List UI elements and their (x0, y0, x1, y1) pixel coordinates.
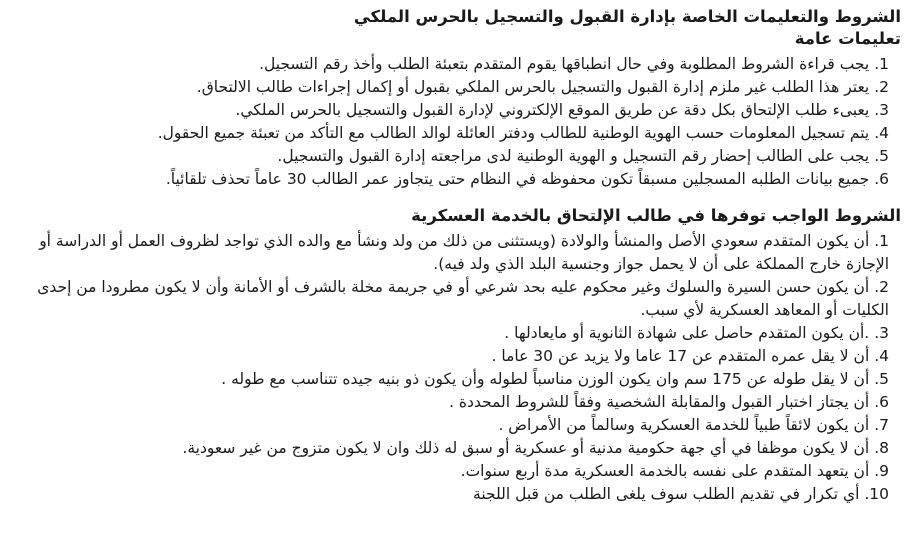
list-item: 1. أن يكون المتقدم سعودي الأصل والمنشأ والولادة (ويستثنى من ذلك من ولد ونشأ مع والده الذي تواجد لظروف العمل أو الدراسة أو الإجازة خارج المملكة على أن لا يحمل جواز وجنسية البلد الذي ولد فيه). (39, 232, 889, 273)
list-item: 7. أن يكون لائقاً طبياً للخدمة العسكرية وسالماً من الأمراض . (498, 416, 889, 434)
list-item: 10. أي تكرار في تقديم الطلب سوف يلغى الطلب من قبل اللجنة (473, 485, 889, 503)
general-instructions-list (8, 53, 901, 191)
conditions-heading: الشروط الواجب توفرها في طالب الإلتحاق بالخدمة العسكرية (411, 206, 901, 225)
section-spacer (8, 191, 901, 205)
document-title: الشروط والتعليمات الخاصة بإدارة القبول والتسجيل بالحرس الملكي (353, 7, 901, 26)
list-item: 4. يتم تسجيل المعلومات حسب الهوية الوطنية للطالب ودفتر العائلة لوالد الطالب مع التأكد من تعبئة جميع الحقول. (157, 124, 889, 142)
list-item: 2. يعتر هذا الطلب غير ملزم إدارة القبول والتسجيل بالحرس الملكي بقبول أو إكمال إجراءات طالب الالتحاق. (196, 78, 889, 96)
list-item: 4. أن لا يقل عمره المتقدم عن 17 عاما ولا يزيد عن 30 عاما . (491, 347, 889, 365)
general-instructions-heading: تعليمات عامة (794, 29, 901, 48)
list-item: 2. أن يكون حسن السيرة والسلوك وغير محكوم عليه بحد شرعي أو في جريمة مخلة بالشرف أو الأمانة وأن لا يكون مطرودا من إحدى الكليات أو المعاهد العسكرية لأي سبب. (37, 278, 889, 319)
list-item: 5. أن لا يقل طوله عن 175 سم وان يكون الوزن مناسباً لطوله وأن يكون ذو بنيه جيده تتناسب مع طوله . (221, 370, 889, 388)
list-item: 6. أن يجتاز اختبار القبول والمقابلة الشخصية وفقاً للشروط المحددة . (449, 393, 889, 411)
conditions-list (8, 230, 901, 506)
list-item: 9. أن يتعهد المتقدم على نفسه بالخدمة العسكرية مدة أربع سنوات. (460, 462, 889, 480)
list-item: 3. يعبىء طلب الإلتحاق بكل دقة عن طريق الموقع الإلكتروني لإدارة القبول والتسجيل بالحرس الملكي. (235, 101, 889, 119)
list-item: 1. يجب قراءة الشروط المطلوبة وفي حال انطباقها يقوم المتقدم بتعبئة الطلب وأخذ رقم التسجيل. (259, 55, 889, 73)
list-item: 6. جميع بيانات الطلبه المسجلين مسبقاً تكون محفوظه في النظام حتى يتجاوز عمر الطالب 30 عاماً تحذف تلقائياً. (165, 170, 889, 188)
list-item: 8. أن لا يكون موظفا في أي جهة حكومية مدنية أو عسكرية أو سبق له ذلك وان لا يكون متزوج من غير سعودية. (182, 439, 889, 457)
list-item: 3. .أن يكون المتقدم حاصل على شهادة الثانوية أو مايعادلها . (504, 324, 889, 342)
list-item: 5. يجب على الطالب إحضار رقم التسجيل و الهوية الوطنية لدى مراجعته إدارة القبول والتسجيل. (277, 147, 889, 165)
